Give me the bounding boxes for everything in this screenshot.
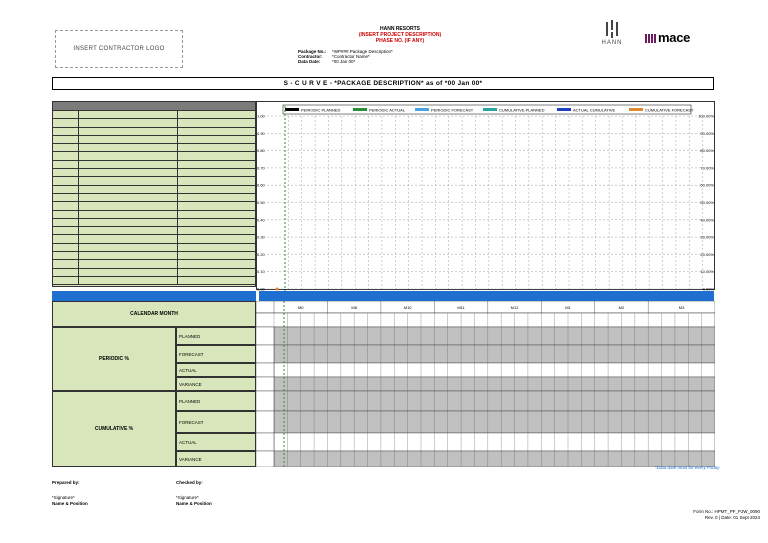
- cumulative-forecast-label: FORECAST: [176, 411, 256, 433]
- calendar-month-label: CALENDAR MONTH: [52, 301, 256, 327]
- legend-swatch: [415, 108, 429, 111]
- meta-key: Package No.:: [298, 49, 327, 54]
- activity-row: [53, 194, 255, 202]
- right-tick-label: 80.00%: [700, 148, 714, 154]
- grid-row-lead-cell: [256, 411, 274, 433]
- legend-swatch: [353, 108, 367, 111]
- month-label: M0: [297, 305, 304, 310]
- activity-table: [52, 101, 256, 287]
- cumulative-variance-label: VARIANCE: [176, 451, 256, 467]
- periodic-variance-label: VARIANCE: [176, 377, 256, 391]
- prepared-name: Name & Position: [52, 501, 88, 506]
- document-header: [300, 26, 500, 44]
- s-curve-svg: [257, 102, 716, 291]
- left-tick-label: 0.90: [257, 130, 265, 136]
- blue-divider-bar: [52, 291, 714, 301]
- grid-row-lead-cell: [256, 327, 274, 345]
- grid-row-lead-cell: [256, 363, 274, 377]
- hann-mark-icon: [602, 20, 622, 38]
- grid-row-lead-cell: [256, 451, 274, 467]
- right-tick-label: 100.00%: [698, 113, 714, 119]
- checked-name: Name & Position: [176, 501, 212, 506]
- cumulative-section-label: CUMULATIVE %: [52, 391, 176, 467]
- activity-row: [53, 177, 255, 185]
- contractor-logo-placeholder: INSERT CONTRACTOR LOGO: [55, 30, 183, 68]
- grid-row-lead-cell: [256, 433, 274, 451]
- month-label: M12: [510, 305, 519, 310]
- mace-logo-text: mace: [658, 30, 691, 45]
- left-tick-label: 0.80: [257, 148, 265, 154]
- grid-row-lead-cell: [256, 377, 274, 391]
- left-tick-label: 0.60: [257, 182, 265, 188]
- activity-row: [53, 219, 255, 227]
- left-tick-label: 0.30: [257, 234, 265, 240]
- left-tick-label: 1.00: [257, 113, 265, 119]
- mace-mark-icon: [645, 34, 657, 43]
- left-tick-label: 0.20: [257, 251, 265, 257]
- periodic-forecast-label: FORECAST: [176, 345, 256, 363]
- meta-key: Contractor:: [298, 54, 323, 59]
- grid-row-lead-cell: [256, 391, 274, 411]
- periodic-section-label: PERIODIC %: [52, 327, 176, 391]
- legend-label: PERIODIC PLANNED: [301, 107, 341, 113]
- grid-row: [274, 327, 715, 345]
- left-tick-label: 0.50: [257, 200, 265, 205]
- activity-table-header: [53, 102, 255, 111]
- month-label: M1: [565, 305, 571, 310]
- hann-logo: [596, 20, 628, 46]
- periodic-planned-label: PLANNED: [176, 327, 256, 345]
- right-tick-label: 90.00%: [700, 130, 714, 136]
- month-header-row: [256, 301, 715, 313]
- checked-by-block: [176, 480, 212, 507]
- progress-grid-svg: [256, 301, 715, 467]
- left-tick-label: 0.40: [257, 217, 265, 223]
- legend-swatch: [483, 108, 497, 111]
- activity-row: [53, 111, 255, 119]
- activity-row: [53, 269, 255, 277]
- meta-value: *Contractor Name*: [332, 54, 370, 59]
- cumulative-planned-label: PLANNED: [176, 391, 256, 411]
- phase-number: PHASE NO. (IF ANY): [375, 38, 425, 44]
- legend-label: ACTUAL CUMULATIVE: [573, 107, 616, 113]
- meta-value: *00 Jan 00*: [332, 59, 356, 64]
- week-header-row: [256, 313, 715, 327]
- legend-label: CUMULATIVE FORECAST: [645, 107, 694, 113]
- activity-row: [53, 244, 255, 252]
- left-tick-label: 0.70: [257, 165, 265, 171]
- activity-row: [53, 235, 255, 243]
- activity-row: [53, 277, 255, 285]
- form-revision: Rev. 0 | Date: 01 Sept 2024: [704, 515, 760, 520]
- meta-key: Data Date:: [298, 59, 321, 64]
- legend-swatch: [557, 108, 571, 111]
- left-tick-label: 0.10: [257, 269, 265, 275]
- report-title: S - C U R V E - *PACKAGE DESCRIPTION* as of *00 Jan 00*: [52, 77, 714, 90]
- right-tick-label: 60.00%: [700, 182, 714, 188]
- month-label: M3: [678, 305, 685, 310]
- left-tick-label: 0.00: [257, 286, 265, 291]
- meta-value: *WP###.Package Description*: [332, 49, 393, 54]
- legend-swatch: [629, 108, 643, 111]
- activity-row: [53, 211, 255, 219]
- activity-row: [53, 202, 255, 210]
- activity-row: [53, 169, 255, 177]
- legend-label: PERIODIC ACTUAL: [369, 107, 406, 113]
- prepared-by-block: [52, 480, 88, 507]
- month-label: M2: [618, 305, 625, 310]
- prepared-signature: *Signature*: [52, 495, 75, 500]
- form-reference: [690, 509, 760, 521]
- activity-row: [53, 260, 255, 268]
- periodic-actual-label: ACTUAL: [176, 363, 256, 377]
- grid-row: [274, 451, 715, 467]
- activity-row: [53, 186, 255, 194]
- project-description: (INSERT PROJECT DESCRIPTION): [358, 32, 442, 38]
- activity-row: [53, 144, 255, 152]
- progress-grid: [256, 301, 715, 467]
- right-tick-label: 30.00%: [700, 234, 714, 240]
- right-tick-label: 40.00%: [700, 217, 714, 223]
- package-meta: [298, 49, 393, 64]
- grid-row-lead-cell: [256, 345, 274, 363]
- prepared-title: Prepared by:: [52, 480, 80, 485]
- mace-logo: [645, 30, 690, 45]
- grid-row: [274, 433, 715, 451]
- form-number: Form No.: HPMT_PF_PJW_0090: [693, 509, 760, 514]
- legend-label: CUMULATIVE PLANNED: [499, 107, 545, 113]
- activity-row: [53, 152, 255, 160]
- right-tick-label: 50.00%: [700, 200, 714, 205]
- activity-row: [53, 252, 255, 260]
- legend-swatch: [285, 108, 299, 111]
- month-label: M11: [457, 305, 465, 310]
- right-tick-label: 0.00%: [702, 286, 714, 291]
- checked-signature: *Signature*: [176, 495, 199, 500]
- activity-row: [53, 119, 255, 127]
- right-tick-label: 10.00%: [700, 269, 714, 275]
- org-name: HANN RESORTS: [379, 26, 420, 32]
- grid-row: [274, 411, 715, 433]
- activity-row: [53, 128, 255, 136]
- month-label: M10: [403, 305, 412, 310]
- grid-row: [274, 363, 715, 377]
- checked-title: Checked by:: [176, 480, 203, 485]
- activity-row: [53, 161, 255, 169]
- data-date-note: *Data date must be every Friday: [655, 465, 720, 470]
- cumulative-actual-label: ACTUAL: [176, 433, 256, 451]
- hann-logo-text: HANN: [601, 40, 623, 46]
- right-tick-label: 70.00%: [700, 165, 714, 171]
- right-tick-label: 20.00%: [700, 251, 714, 257]
- grid-row: [274, 345, 715, 363]
- activity-row: [53, 227, 255, 235]
- grid-row: [274, 377, 715, 391]
- s-curve-chart: [256, 101, 715, 290]
- grid-row: [274, 391, 715, 411]
- legend-label: PERIODIC FORECAST: [431, 107, 474, 113]
- month-label: M8: [351, 305, 357, 310]
- activity-row: [53, 136, 255, 144]
